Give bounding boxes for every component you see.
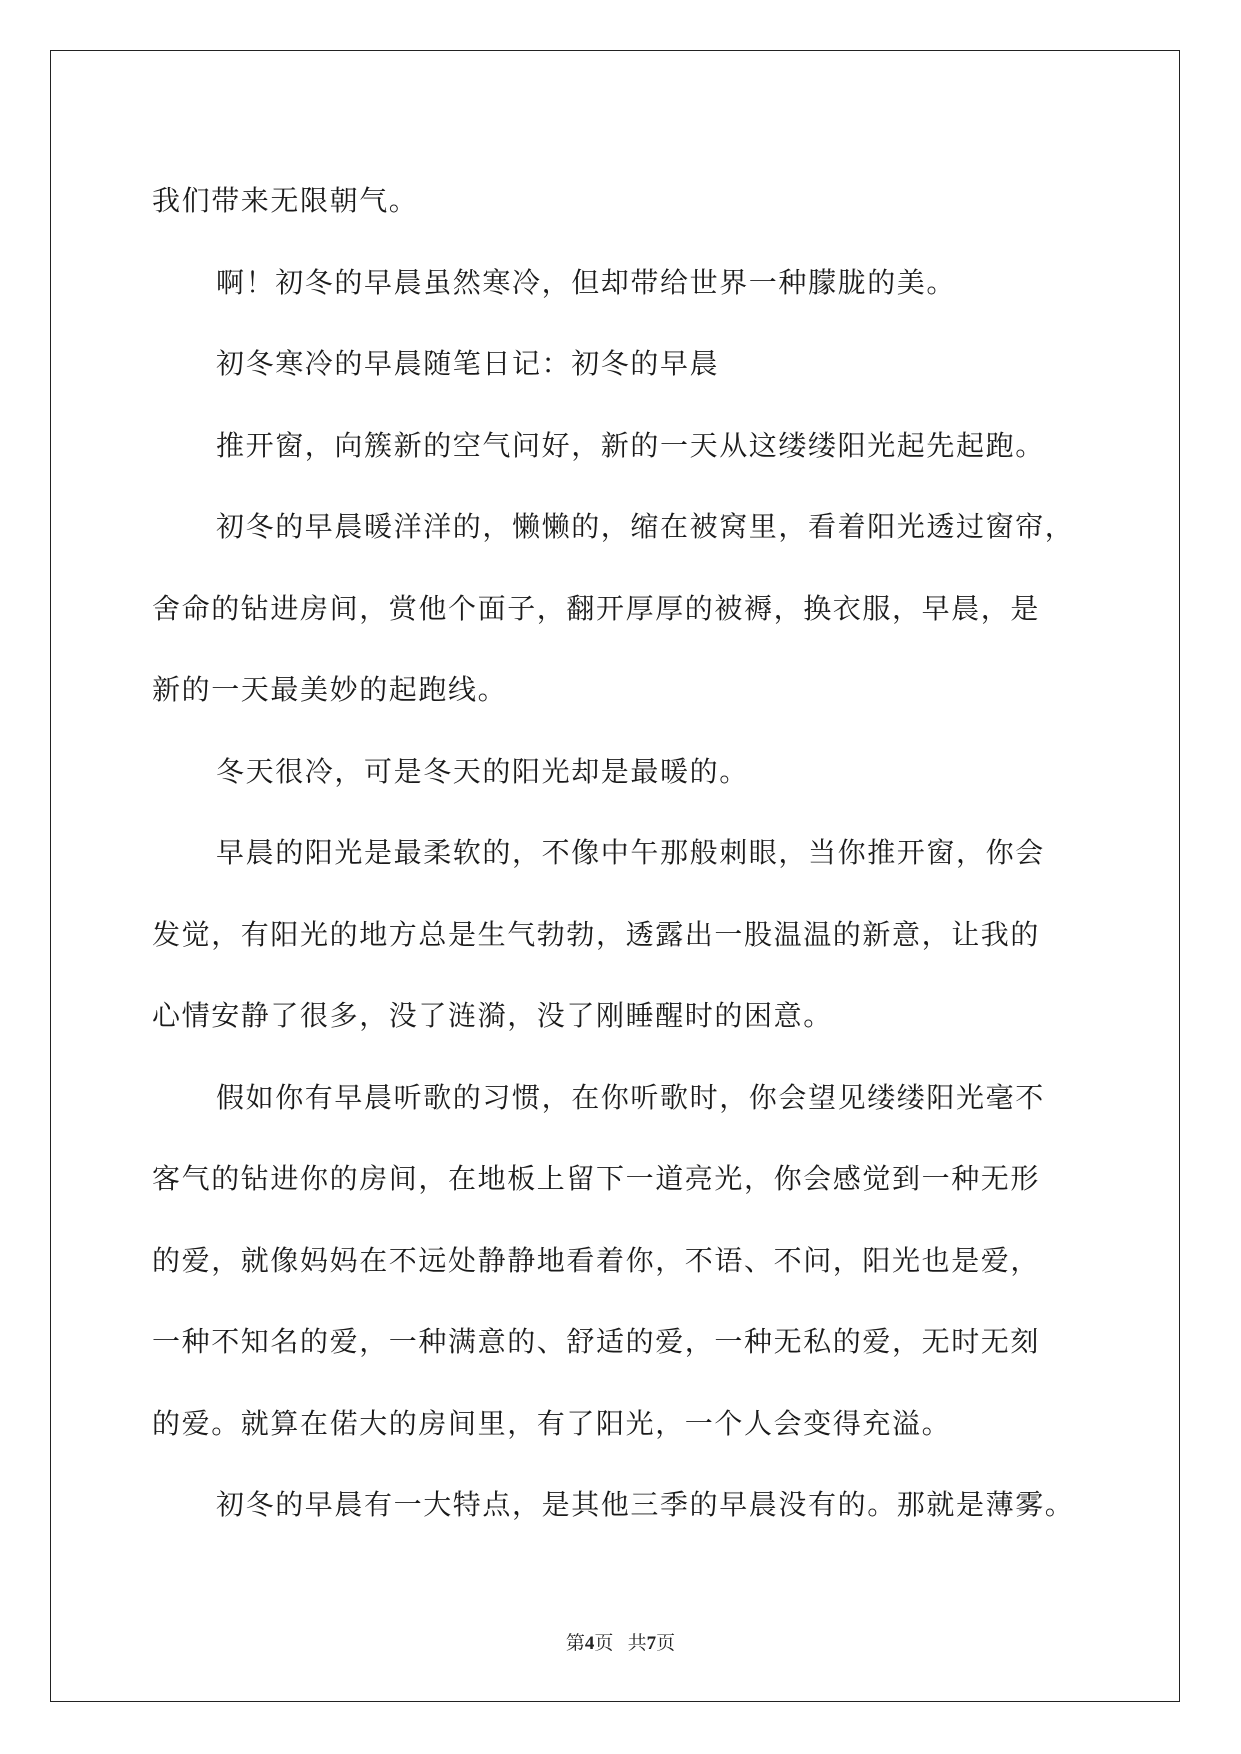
document-body bbox=[152, 160, 1092, 1546]
text-line: 心情安静了很多，没了涟漪，没了刚睡醒时的困意。 bbox=[152, 999, 833, 1032]
text-line: 初冬的早晨有一大特点，是其他三季的早晨没有的。那就是薄雾。 bbox=[216, 1488, 1075, 1521]
total-pages: 7 bbox=[646, 1633, 657, 1654]
text-line: 我们带来无限朝气。 bbox=[152, 184, 419, 217]
text-line: 推开窗，向簇新的空气问好，新的一天从这缕缕阳光起先起跑。 bbox=[216, 428, 1045, 462]
text-line: 啊！初冬的早晨虽然寒冷，但却带给世界一种朦胧的美。 bbox=[216, 265, 957, 299]
total-suffix: 页 bbox=[656, 1633, 676, 1654]
text-line: 初冬寒冷的早晨随笔日记：初冬的早晨 bbox=[216, 347, 720, 380]
text-line: 舍命的钻进房间，赏他个面子，翻开厚厚的被褥，换衣服，早晨，是 bbox=[152, 591, 1041, 625]
text-line: 初冬的早晨暖洋洋的，懒懒的，缩在被窝里，看着阳光透过窗帘， bbox=[216, 510, 1075, 543]
text-line: 冬天很冷，可是冬天的阳光却是最暖的。 bbox=[216, 754, 749, 788]
text-line: 新的一天最美妙的起跑线。 bbox=[152, 673, 508, 706]
page-number: 4 bbox=[584, 1633, 595, 1654]
text-line: 客气的钻进你的房间，在地板上留下一道亮光，你会感觉到一种无形 bbox=[152, 1162, 1041, 1195]
text-line: 早晨的阳光是最柔软的，不像中午那般刺眼，当你推开窗，你会 bbox=[216, 836, 1045, 869]
total-prefix: 共 bbox=[627, 1633, 647, 1654]
text-line: 假如你有早晨听歌的习惯，在你听歌时，你会望见缕缕阳光毫不 bbox=[216, 1080, 1045, 1114]
page-footer bbox=[0, 1628, 1241, 1655]
text-line: 的爱，就像妈妈在不远处静静地看着你，不语、不问，阳光也是爱， bbox=[152, 1243, 1041, 1277]
page-suffix: 页 bbox=[594, 1633, 614, 1654]
text-line: 的爱。就算在偌大的房间里，有了阳光，一个人会变得充溢。 bbox=[152, 1406, 952, 1440]
text-line: 一种不知名的爱，一种满意的、舒适的爱，一种无私的爱，无时无刻 bbox=[152, 1325, 1041, 1358]
text-line: 发觉，有阳光的地方总是生气勃勃，透露出一股温温的新意，让我的 bbox=[152, 917, 1041, 951]
page-prefix: 第 bbox=[565, 1633, 585, 1654]
